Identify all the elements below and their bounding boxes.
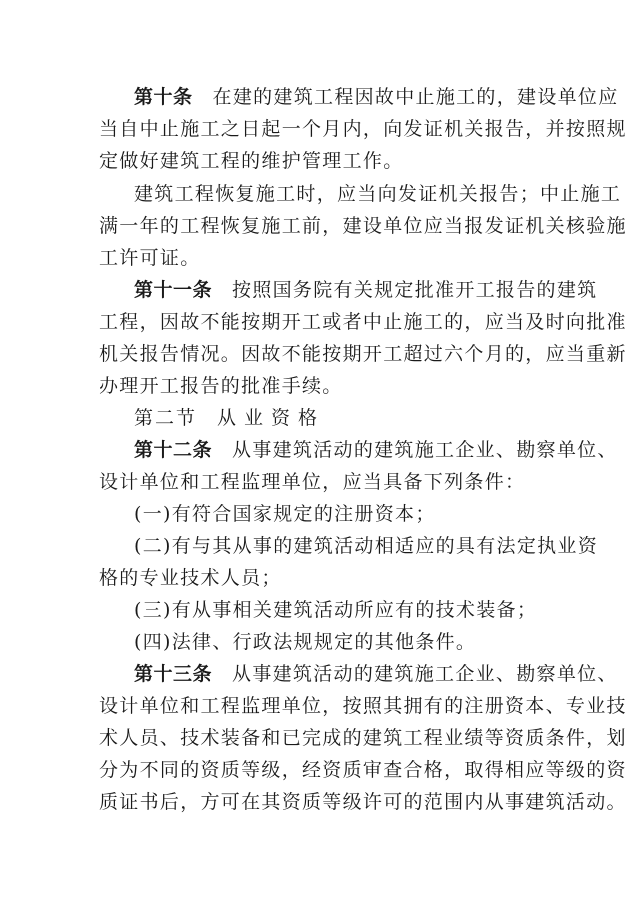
article-12-item-4: (四)法律、行政法规规定的其他条件。 — [134, 631, 477, 653]
article-12-item-1: (一)有符合国家规定的注册资本； — [134, 503, 436, 525]
article-10-line-1 — [134, 84, 619, 110]
article-13-line-1 — [134, 661, 618, 687]
section-2-heading — [134, 405, 559, 431]
article-12-item-2-line-2: 格的专业技术人员； — [99, 567, 282, 589]
article-12-line-2: 设计单位和工程监理单位，应当具备下列条件： — [99, 471, 526, 493]
article-11-line-3: 机关报告情况。因故不能按期开工超过六个月的，应当重新 — [99, 343, 627, 365]
article-10-number: 第十条 — [134, 86, 193, 108]
article-12-text: 从事建筑活动的建筑施工企业、勘察单位、 — [232, 439, 618, 461]
article-13-line-3: 术人员、技术装备和已完成的建筑工程业绩等资质条件，划 — [99, 727, 627, 749]
article-12-item-2-line-1: (二)有与其从事的建筑活动相适应的具有法定执业资 — [134, 535, 599, 557]
article-11-line-2: 工程，因故不能按期开工或者中止施工的，应当及时向批准 — [99, 311, 627, 333]
article-11-text: 按照国务院有关规定批准开工报告的建筑 — [232, 279, 598, 301]
article-12-item-3: (三)有从事相关建筑活动所应有的技术装备； — [134, 599, 538, 621]
article-10-line-2: 当自中止施工之日起一个月内，向发证机关报告，并按照规 — [99, 118, 627, 140]
article-11-line-1 — [134, 277, 598, 303]
article-12-number: 第十二条 — [134, 439, 213, 461]
article-13-line-5: 质证书后，方可在其资质等级许可的范围内从事建筑活动。 — [99, 791, 627, 813]
section-2-name: 从业资格 — [217, 407, 326, 429]
article-10-para-2-line-3: 工许可证。 — [99, 247, 201, 269]
section-2-label: 第二节 — [134, 407, 198, 429]
article-10-para-2-line-2: 满一年的工程恢复施工前，建设单位应当报发证机关核验施 — [99, 215, 627, 237]
article-10-para-2-line-1: 建筑工程恢复施工时，应当向发证机关报告；中止施工 — [134, 183, 622, 205]
article-13-number: 第十三条 — [134, 663, 213, 685]
article-11-line-4: 办理开工报告的批准手续。 — [99, 375, 343, 397]
article-10-text: 在建的建筑工程因故中止施工的，建设单位应 — [212, 86, 619, 108]
article-13-text: 从事建筑活动的建筑施工企业、勘察单位、 — [232, 663, 618, 685]
article-12-line-1 — [134, 437, 618, 463]
article-10-line-3: 定做好建筑工程的维护管理工作。 — [99, 150, 404, 172]
article-13-line-4: 分为不同的资质等级，经资质审查合格，取得相应等级的资 — [99, 759, 627, 781]
article-11-number: 第十一条 — [134, 279, 213, 301]
article-13-line-2: 设计单位和工程监理单位，按照其拥有的注册资本、专业技 — [99, 695, 627, 717]
